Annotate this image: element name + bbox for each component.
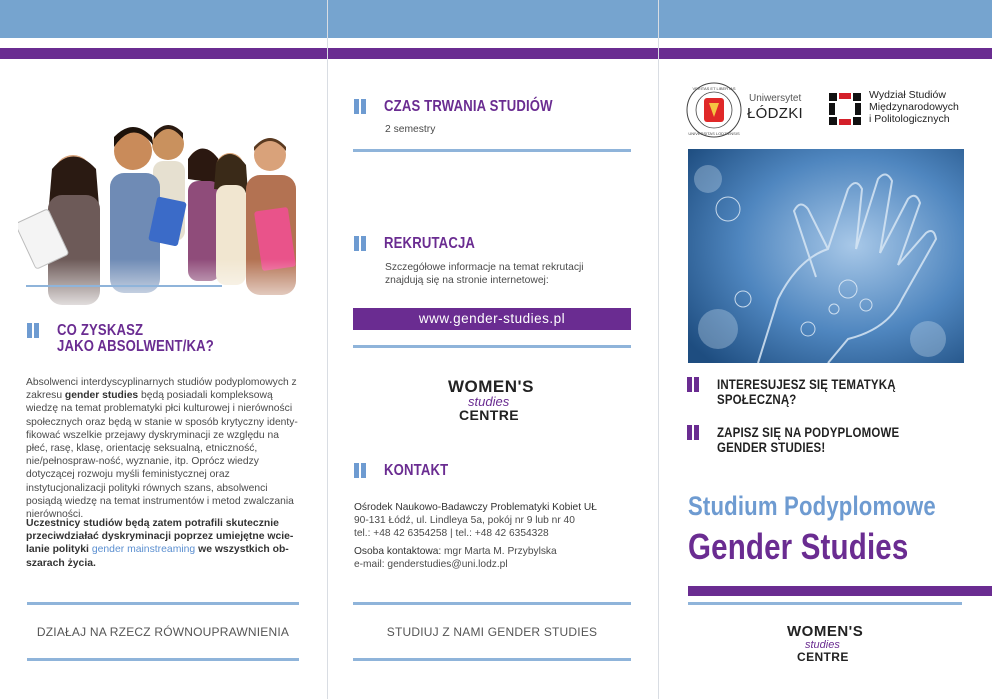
absolwent-heading-block <box>27 322 214 355</box>
divider <box>688 602 962 605</box>
contact-org: Ośrodek Naukowo-Badawczy Problematyki Kobiet UŁ <box>354 502 597 513</box>
heading-marker-icon <box>354 236 368 256</box>
recruitment-heading: REKRUTACJA <box>384 235 476 252</box>
contact-person: mgr Marta M. Przybylska <box>441 545 557 557</box>
logo-line: WOMEN'S <box>448 377 534 396</box>
faculty-logo-icon <box>827 91 863 127</box>
duration-value: 2 semestry <box>385 124 436 135</box>
faculty-line: i Politologicznych <box>869 113 950 125</box>
divider <box>27 658 299 661</box>
text-run: będą posiadali kompleksową wiedzę na temat problematyki płci kulturowej i nierówności społecznych oraz będą w stanie w sposób krytyczny identy-fikować wszelkie przejawy dyskryminacji ze względu na płeć, rasę, klasę, orientację seksualną, etniczność, nie/pełnospraw-ność, wyznanie, itp. Oprócz wiedzy dotyczącej rozwoju myśli feministycznej oraz instytucjonalizacji polityki równych szans, absolwenci posiądą wiedzę na temat instrumentów i metod zwalczania nierówności. <box>26 390 298 521</box>
question-line: SPOŁECZNĄ? <box>717 391 797 407</box>
logo-line: studies <box>468 394 510 409</box>
text-line: Szczegółowe informacje na temat rekrutacji <box>385 262 584 273</box>
text-line: znajdują się na stronie internetowej: <box>385 275 549 287</box>
university-label-small: Uniwersytet <box>749 93 802 104</box>
question2-block <box>687 424 900 455</box>
contact-heading-block <box>354 462 449 483</box>
question1 <box>717 377 896 407</box>
title-line1: Studium Podyplomowe <box>688 491 936 521</box>
title-line2: Gender Studies <box>688 526 909 567</box>
heading-marker-icon <box>687 425 701 445</box>
university-label-big: ŁÓDZKI <box>747 105 803 122</box>
heading-marker-icon <box>687 377 701 397</box>
divider <box>353 602 631 605</box>
text-run-bold: gender studies <box>64 390 139 402</box>
text-run-bold: we wszystkich ob-szarach życia. <box>26 544 289 569</box>
heading-marker-icon <box>27 323 41 343</box>
womens-studies-centre-logo <box>448 377 534 423</box>
contact-details <box>354 501 644 571</box>
divider <box>27 602 299 605</box>
hand-artwork-image <box>688 149 964 363</box>
contact-address: 90-131 Łódź, ul. Lindleya 5a, pokój nr 9 lub nr 40 <box>354 515 575 527</box>
question1-block <box>687 376 896 407</box>
duration-heading: CZAS TRWANIA STUDIÓW <box>384 98 553 115</box>
womens-studies-centre-logo <box>787 623 863 664</box>
panel-left <box>0 59 327 699</box>
question-line: ZAPISZ SIĘ NA PODYPLOMOWE <box>717 424 900 440</box>
footer-slogan: STUDIUJ Z NAMI GENDER STUDIES <box>386 625 598 639</box>
heading-line: JAKO ABSOLWENT/KA? <box>57 338 214 355</box>
purple-accent-bar <box>688 586 992 596</box>
question-line: INTERESUJESZ SIĘ TEMATYKĄ <box>717 376 896 392</box>
heading-marker-icon <box>354 463 368 483</box>
faculty-name <box>869 89 959 125</box>
purple-stripe <box>0 48 992 59</box>
contact-heading: KONTAKT <box>384 462 449 479</box>
university-seal-icon <box>685 81 743 139</box>
panel-middle <box>328 59 658 699</box>
logo-line: WOMEN'S <box>787 623 864 640</box>
absolwent-paragraph <box>26 376 302 521</box>
divider <box>353 149 631 152</box>
heading-marker-icon <box>354 99 368 119</box>
heading-line: CO ZYSKASZ <box>57 322 144 339</box>
faculty-line: Międzynarodowych <box>869 101 959 113</box>
svg-text:UNIVERSITAS LODZIENSIS: UNIVERSITAS LODZIENSIS <box>688 131 740 136</box>
footer-slogan: DZIAŁAJ NA RZECZ RÓWNOUPRAWNIENIA <box>36 625 290 639</box>
question-line: GENDER STUDIES! <box>717 439 826 455</box>
recruitment-text <box>385 261 625 287</box>
logo-line: studies <box>805 639 840 651</box>
contact-person-label: Osoba kontaktowa: <box>354 545 442 557</box>
faculty-line: Wydział Studiów <box>869 89 946 101</box>
absolwent-heading <box>57 323 214 355</box>
recruitment-heading-block <box>354 235 476 256</box>
duration-heading-block <box>354 98 553 119</box>
website-link[interactable]: www.gender-studies.pl <box>353 308 631 330</box>
top-color-band <box>0 0 992 38</box>
students-photo <box>18 89 303 317</box>
contact-phone: tel.: +48 42 6354258 | tel.: +48 42 6354328 <box>354 528 549 540</box>
participants-paragraph <box>26 517 302 570</box>
photo-underline <box>26 285 222 287</box>
text-run-bold: Uczestnicy studiów będą zatem potrafili skutecznie przeciwdziałać dyskryminacji poprzez umiejętne wcie-lanie polityki <box>26 518 294 556</box>
logo-line: CENTRE <box>459 407 519 423</box>
text-run-highlight: gender mainstreaming <box>91 544 196 556</box>
text-run: Absolwenci interdyscyplinarnych studiów podyplomowych z zakresu <box>26 377 297 402</box>
svg-text:VERITAS ET LIBERTAS: VERITAS ET LIBERTAS <box>692 86 736 91</box>
logo-line: CENTRE <box>797 650 849 664</box>
divider <box>353 658 631 661</box>
divider <box>353 345 631 348</box>
panel-right <box>659 59 992 699</box>
contact-email[interactable]: e-mail: genderstudies@uni.lodz.pl <box>354 558 508 570</box>
question2 <box>717 425 899 455</box>
